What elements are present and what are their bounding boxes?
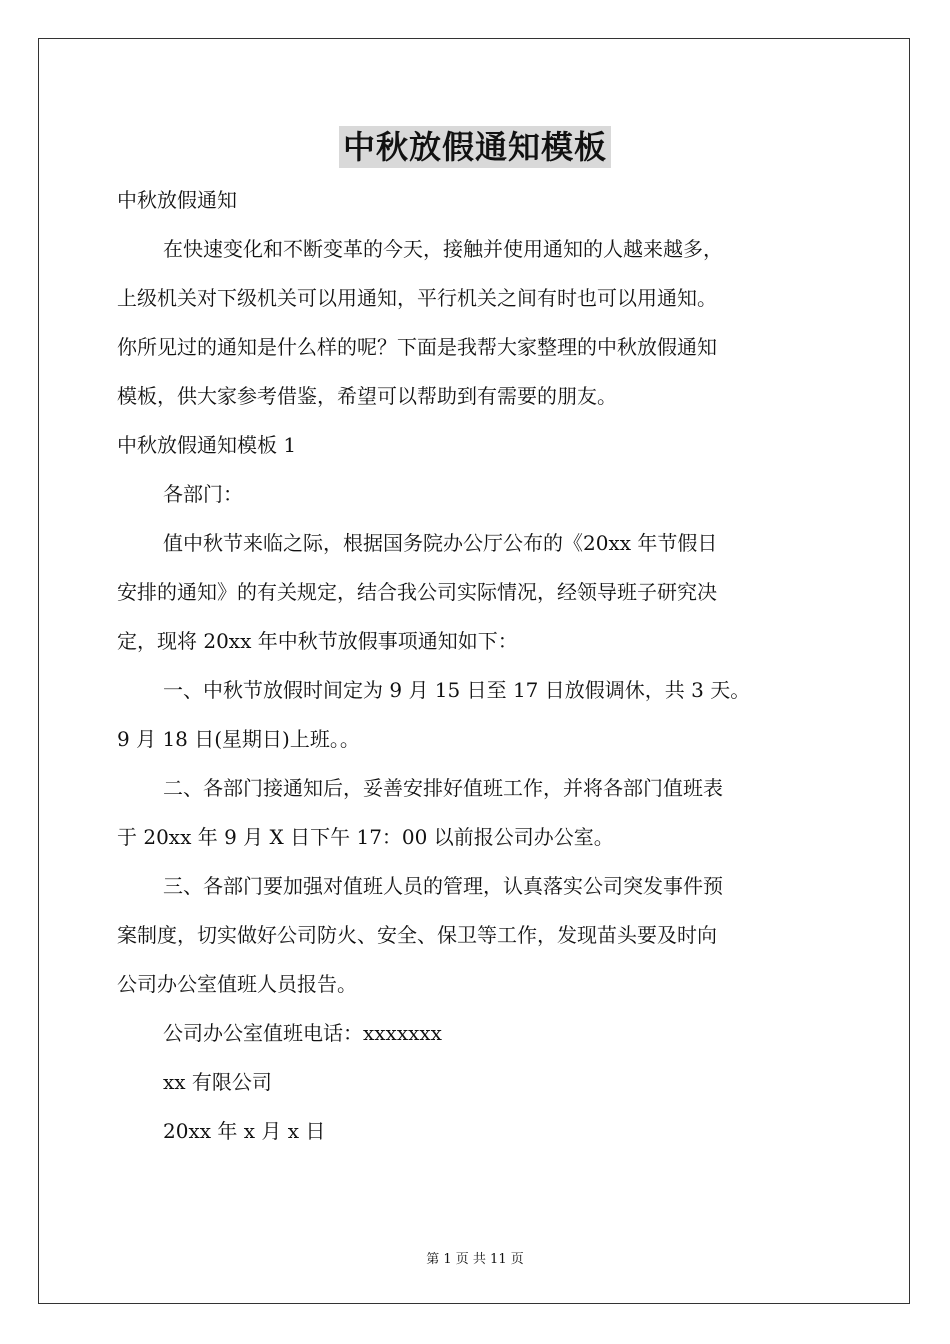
- paragraph-line: 一、中秋节放假时间定为 9 月 15 日至 17 日放假调休，共 3 天。: [163, 678, 751, 702]
- paragraph-line: 你所见过的通知是什么样的呢？下面是我帮大家整理的中秋放假通知: [117, 335, 717, 359]
- document-body: [117, 176, 857, 1156]
- paragraph-line: 二、各部门接通知后，妥善安排好值班工作，并将各部门值班表: [163, 776, 723, 800]
- document-title: 中秋放假通知模板: [339, 126, 611, 168]
- page-footer: 第 1 页 共 11 页: [426, 1252, 524, 1267]
- paragraph-line: 20xx 年 x 月 x 日: [163, 1119, 326, 1143]
- paragraph-line: 各部门：: [163, 482, 243, 506]
- paragraph-line: 中秋放假通知模板 1: [117, 433, 297, 457]
- paragraph-line: 公司办公室值班电话：xxxxxxx: [163, 1021, 442, 1045]
- paragraph-line: xx 有限公司: [163, 1070, 272, 1094]
- title-container: [0, 126, 950, 168]
- paragraph-line: 安排的通知》的有关规定，结合我公司实际情况，经领导班子研究决: [117, 580, 717, 604]
- paragraph-line: 定，现将 20xx 年中秋节放假事项通知如下：: [117, 629, 518, 653]
- paragraph-line: 在快速变化和不断变革的今天，接触并使用通知的人越来越多，: [163, 237, 723, 261]
- paragraph-line: 案制度，切实做好公司防火、安全、保卫等工作，发现苗头要及时向: [117, 923, 717, 947]
- paragraph-line: 上级机关对下级机关可以用通知，平行机关之间有时也可以用通知。: [117, 286, 717, 310]
- paragraph-line: 三、各部门要加强对值班人员的管理，认真落实公司突发事件预: [163, 874, 723, 898]
- paragraph-line: 模板，供大家参考借鉴，希望可以帮助到有需要的朋友。: [117, 384, 617, 408]
- paragraph-line: 公司办公室值班人员报告。: [117, 972, 357, 996]
- paragraph-line: 值中秋节来临之际，根据国务院办公厅公布的《20xx 年节假日: [163, 531, 718, 555]
- paragraph-line: 中秋放假通知: [117, 188, 237, 212]
- paragraph-line: 于 20xx 年 9 月 X 日下午 17：00 以前报公司办公室。: [117, 825, 614, 849]
- paragraph-line: 9 月 18 日(星期日)上班。。: [117, 727, 360, 751]
